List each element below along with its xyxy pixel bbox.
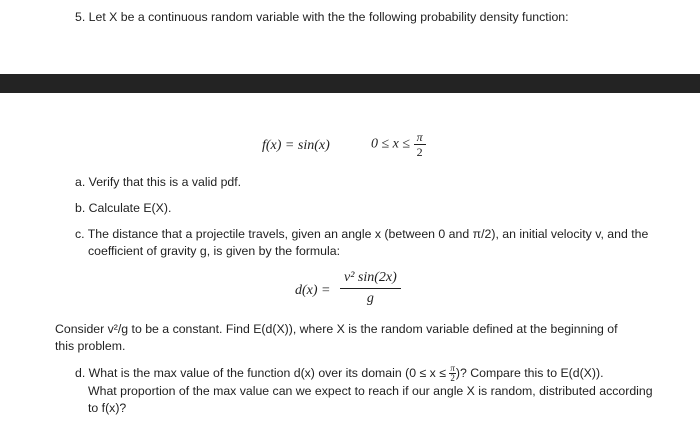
problem-intro: 5. Let X be a continuous random variable with the the following probability density function: — [75, 10, 569, 24]
part-d-fraction-den: 2 — [450, 373, 455, 383]
formula-lhs: d(x) = — [295, 283, 331, 298]
pdf-domain-numerator: π — [414, 131, 426, 145]
pdf-domain — [371, 131, 426, 158]
formula-fraction — [340, 269, 401, 307]
part-b: b. Calculate E(X). — [75, 201, 172, 215]
part-d-line1 — [75, 364, 604, 383]
part-d-line1-post: )? Compare this to E(d(X)). — [455, 365, 604, 380]
part-d-fraction-num: π — [450, 363, 455, 373]
pdf-domain-fraction — [414, 131, 426, 158]
part-d-line3: to f(x)? — [88, 401, 127, 415]
part-c-line1: c. The distance that a projectile travels, given an angle x (between 0 and π/2), an initial velocity v, and the — [75, 227, 649, 241]
part-c-line2: coefficient of gravity g, is given by the formula: — [88, 244, 340, 258]
pdf-definition: f(x) = sin(x) — [262, 138, 330, 153]
part-a: a. Verify that this is a valid pdf. — [75, 175, 242, 189]
consider-line2: this problem. — [55, 339, 126, 353]
part-d-line1-pre: d. What is the max value of the function d(x) over its domain (0 ≤ x ≤ — [75, 365, 446, 380]
part-d-line2: What proportion of the max value can we expect to reach if our angle X is random, distributed according — [88, 384, 653, 398]
redaction-band — [0, 74, 700, 93]
formula-denominator: g — [366, 291, 374, 306]
pdf-domain-left: 0 ≤ x ≤ — [371, 136, 411, 152]
pdf-domain-denominator: 2 — [416, 145, 423, 159]
formula-numerator: v² sin(2x) — [340, 269, 401, 289]
consider-line1: Consider v²/g to be a constant. Find E(d(X)), where X is the random variable defined at the beginning of — [55, 322, 618, 336]
